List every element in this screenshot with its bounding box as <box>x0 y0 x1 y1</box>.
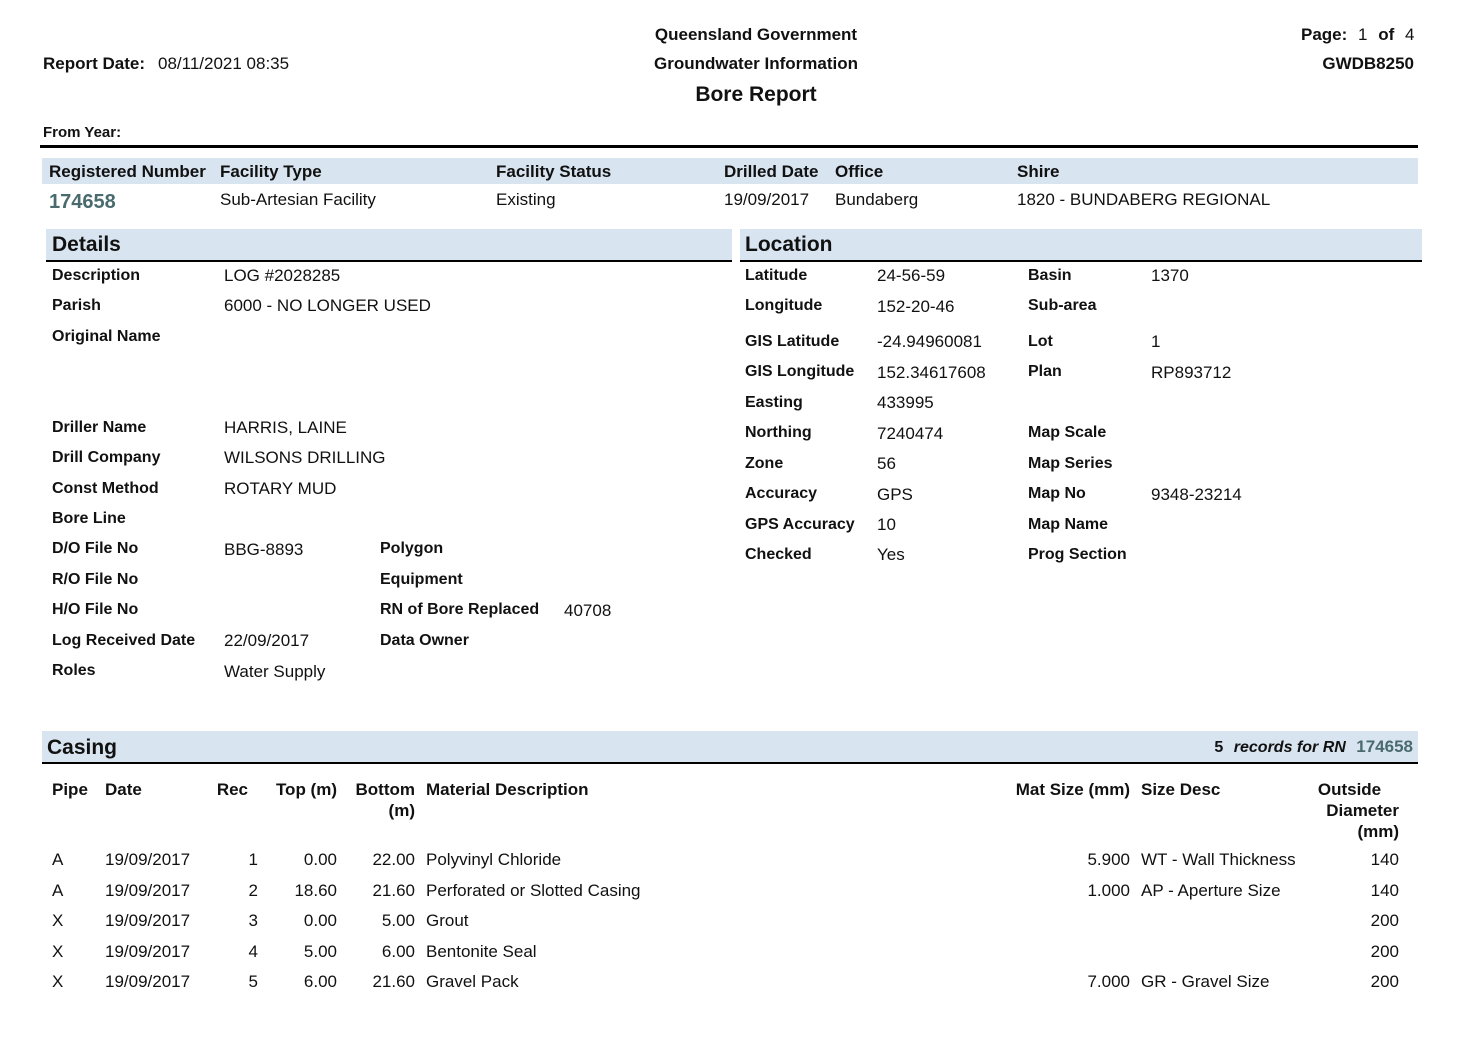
roles-value: Water Supply <box>224 662 326 681</box>
report-title: Bore Report <box>695 83 817 106</box>
page-indicator <box>1301 25 1414 45</box>
original-name-label: Original Name <box>52 328 161 345</box>
cell-top: 6.00 <box>303 972 337 991</box>
roles-label: Roles <box>52 662 96 679</box>
map-no-label: Map No <box>1028 485 1086 502</box>
report-date-label: Report Date: <box>43 54 146 73</box>
col-od-line1: Outside <box>1317 780 1382 799</box>
details-rule <box>46 260 732 262</box>
location-title: Location <box>745 233 833 256</box>
records-text: records for RN <box>1233 739 1346 756</box>
cell-pipe: X <box>52 942 64 961</box>
cell-bottom: 22.00 <box>372 850 415 869</box>
records-count: 5 <box>1214 739 1224 756</box>
records-summary <box>1100 737 1413 757</box>
col-pipe: Pipe <box>52 780 88 799</box>
equipment-label: Equipment <box>380 571 463 588</box>
col-material: Material Description <box>426 780 589 799</box>
col-od-line3: (mm) <box>1357 822 1399 841</box>
log-received-label: Log Received Date <box>52 632 196 649</box>
const-method-value: ROTARY MUD <box>224 479 337 498</box>
cell-pipe: X <box>52 972 64 991</box>
drilled-date: 19/09/2017 <box>724 190 810 209</box>
log-received-value: 22/09/2017 <box>224 631 310 650</box>
driller-name-label: Driller Name <box>52 419 147 436</box>
registered-number: 174658 <box>49 191 116 213</box>
bore-line-label: Bore Line <box>52 510 126 527</box>
description-value: LOG #2028285 <box>224 266 341 285</box>
cell-date: 19/09/2017 <box>105 850 191 869</box>
cell-bottom: 6.00 <box>381 942 415 961</box>
do-file-value: BBG-8893 <box>224 540 304 559</box>
col-bottom-line1: Bottom <box>355 780 415 799</box>
shire: 1820 - BUNDABERG REGIONAL <box>1017 190 1271 209</box>
description-label: Description <box>52 267 141 284</box>
gis-longitude-label: GIS Longitude <box>745 363 855 380</box>
cell-outside-diameter: 200 <box>1370 972 1399 991</box>
facility-type: Sub-Artesian Facility <box>220 190 376 209</box>
gis-latitude-label: GIS Latitude <box>745 333 840 350</box>
rn-replaced-value: 40708 <box>564 601 612 620</box>
cell-material: Bentonite Seal <box>426 942 537 961</box>
cell-size-desc: AP - Aperture Size <box>1141 881 1281 900</box>
col-top: Top (m) <box>275 780 337 799</box>
org-line-1: Queensland Government <box>654 25 858 44</box>
page-of: of <box>1378 25 1395 44</box>
page-number: 1 <box>1358 25 1368 44</box>
cell-outside-diameter: 140 <box>1370 881 1399 900</box>
cell-mat-size: 5.900 <box>1087 850 1130 869</box>
cell-material: Gravel Pack <box>426 972 519 991</box>
cell-date: 19/09/2017 <box>105 881 191 900</box>
checked-value: Yes <box>877 545 905 564</box>
gis-latitude-value: -24.94960081 <box>877 332 982 351</box>
easting-label: Easting <box>745 394 803 411</box>
office: Bundaberg <box>835 190 919 209</box>
drill-company-label: Drill Company <box>52 449 161 466</box>
facility-status: Existing <box>496 190 556 209</box>
casing-title: Casing <box>47 736 118 759</box>
accuracy-label: Accuracy <box>745 485 818 502</box>
map-series-label: Map Series <box>1028 455 1113 472</box>
cell-top: 0.00 <box>303 850 337 869</box>
cell-rec: 2 <box>248 881 258 900</box>
cell-size-desc: GR - Gravel Size <box>1141 972 1270 991</box>
cell-mat-size: 1.000 <box>1087 881 1130 900</box>
col-rec: Rec <box>216 780 248 799</box>
cell-size-desc: WT - Wall Thickness <box>1141 850 1296 869</box>
cell-outside-diameter: 200 <box>1370 911 1399 930</box>
col-office: Office <box>835 162 884 181</box>
cell-bottom: 21.60 <box>372 972 415 991</box>
cell-pipe: X <box>52 911 64 930</box>
cell-material: Polyvinyl Chloride <box>426 850 562 869</box>
subarea-label: Sub-area <box>1028 297 1097 314</box>
org-line-2: Groundwater Information <box>654 54 858 73</box>
polygon-label: Polygon <box>380 540 444 557</box>
longitude-label: Longitude <box>745 297 823 314</box>
cell-pipe: A <box>52 881 64 900</box>
plan-value: RP893712 <box>1151 363 1232 382</box>
gps-accuracy-label: GPS Accuracy <box>745 516 855 533</box>
easting-value: 433995 <box>877 393 934 412</box>
map-no-value: 9348-23214 <box>1151 485 1242 504</box>
cell-pipe: A <box>52 850 64 869</box>
cell-date: 19/09/2017 <box>105 972 191 991</box>
col-date: Date <box>105 780 142 799</box>
col-bottom-line2: (m) <box>388 801 415 820</box>
basin-value: 1370 <box>1151 266 1189 285</box>
report-date-value: 08/11/2021 08:35 <box>158 54 290 73</box>
lot-label: Lot <box>1028 333 1053 350</box>
map-scale-label: Map Scale <box>1028 424 1107 441</box>
col-facility-status: Facility Status <box>496 162 612 181</box>
gis-longitude-value: 152.34617608 <box>877 363 986 382</box>
driller-name-value: HARRIS, LAINE <box>224 418 347 437</box>
cell-rec: 5 <box>248 972 258 991</box>
cell-rec: 4 <box>248 942 258 961</box>
casing-rule <box>42 762 1418 764</box>
const-method-label: Const Method <box>52 480 159 497</box>
cell-rec: 1 <box>248 850 258 869</box>
do-file-label: D/O File No <box>52 540 139 557</box>
latitude-label: Latitude <box>745 267 808 284</box>
prog-section-label: Prog Section <box>1028 546 1127 563</box>
col-facility-type: Facility Type <box>220 162 322 181</box>
col-od-line2: Diameter <box>1326 801 1399 820</box>
details-title-band <box>46 229 732 260</box>
report-code: GWDB8250 <box>1322 54 1414 73</box>
cell-outside-diameter: 200 <box>1370 942 1399 961</box>
ho-file-label: H/O File No <box>52 601 139 618</box>
col-registered-number: Registered Number <box>49 162 206 181</box>
col-drilled-date: Drilled Date <box>724 162 819 181</box>
cell-top: 5.00 <box>303 942 337 961</box>
longitude-value: 152-20-46 <box>877 297 955 316</box>
zone-value: 56 <box>877 454 896 473</box>
drill-company-value: WILSONS DRILLING <box>224 448 386 467</box>
cell-material: Grout <box>426 911 469 930</box>
records-rn: 174658 <box>1356 737 1413 756</box>
accuracy-value: GPS <box>877 485 913 504</box>
plan-label: Plan <box>1028 363 1062 380</box>
lot-value: 1 <box>1151 332 1161 351</box>
ro-file-label: R/O File No <box>52 571 139 588</box>
cell-rec: 3 <box>248 911 258 930</box>
cell-bottom: 5.00 <box>381 911 415 930</box>
details-title: Details <box>52 233 121 256</box>
page-label: Page: <box>1301 25 1348 44</box>
basin-label: Basin <box>1028 267 1072 284</box>
cell-bottom: 21.60 <box>372 881 415 900</box>
cell-mat-size: 7.000 <box>1087 972 1130 991</box>
rn-replaced-label: RN of Bore Replaced <box>380 601 540 618</box>
cell-date: 19/09/2017 <box>105 911 191 930</box>
cell-top: 0.00 <box>303 911 337 930</box>
page-total: 4 <box>1405 25 1415 44</box>
header-rule <box>40 145 1418 148</box>
northing-label: Northing <box>745 424 812 441</box>
col-mat-size: Mat Size (mm) <box>1015 780 1130 799</box>
parish-value: 6000 - NO LONGER USED <box>224 296 431 315</box>
northing-value: 7240474 <box>877 424 944 443</box>
cell-date: 19/09/2017 <box>105 942 191 961</box>
col-shire: Shire <box>1017 162 1060 181</box>
cell-outside-diameter: 140 <box>1370 850 1399 869</box>
latitude-value: 24-56-59 <box>877 266 946 285</box>
parish-label: Parish <box>52 297 101 314</box>
gps-accuracy-value: 10 <box>877 515 896 534</box>
col-size-desc: Size Desc <box>1141 780 1221 799</box>
from-year-label: From Year: <box>43 124 122 141</box>
location-rule <box>740 260 1422 262</box>
cell-material: Perforated or Slotted Casing <box>426 881 641 900</box>
zone-label: Zone <box>745 455 784 472</box>
location-title-band <box>740 229 1422 260</box>
checked-label: Checked <box>745 546 812 563</box>
map-name-label: Map Name <box>1028 516 1109 533</box>
data-owner-label: Data Owner <box>380 632 469 649</box>
cell-top: 18.60 <box>294 881 337 900</box>
